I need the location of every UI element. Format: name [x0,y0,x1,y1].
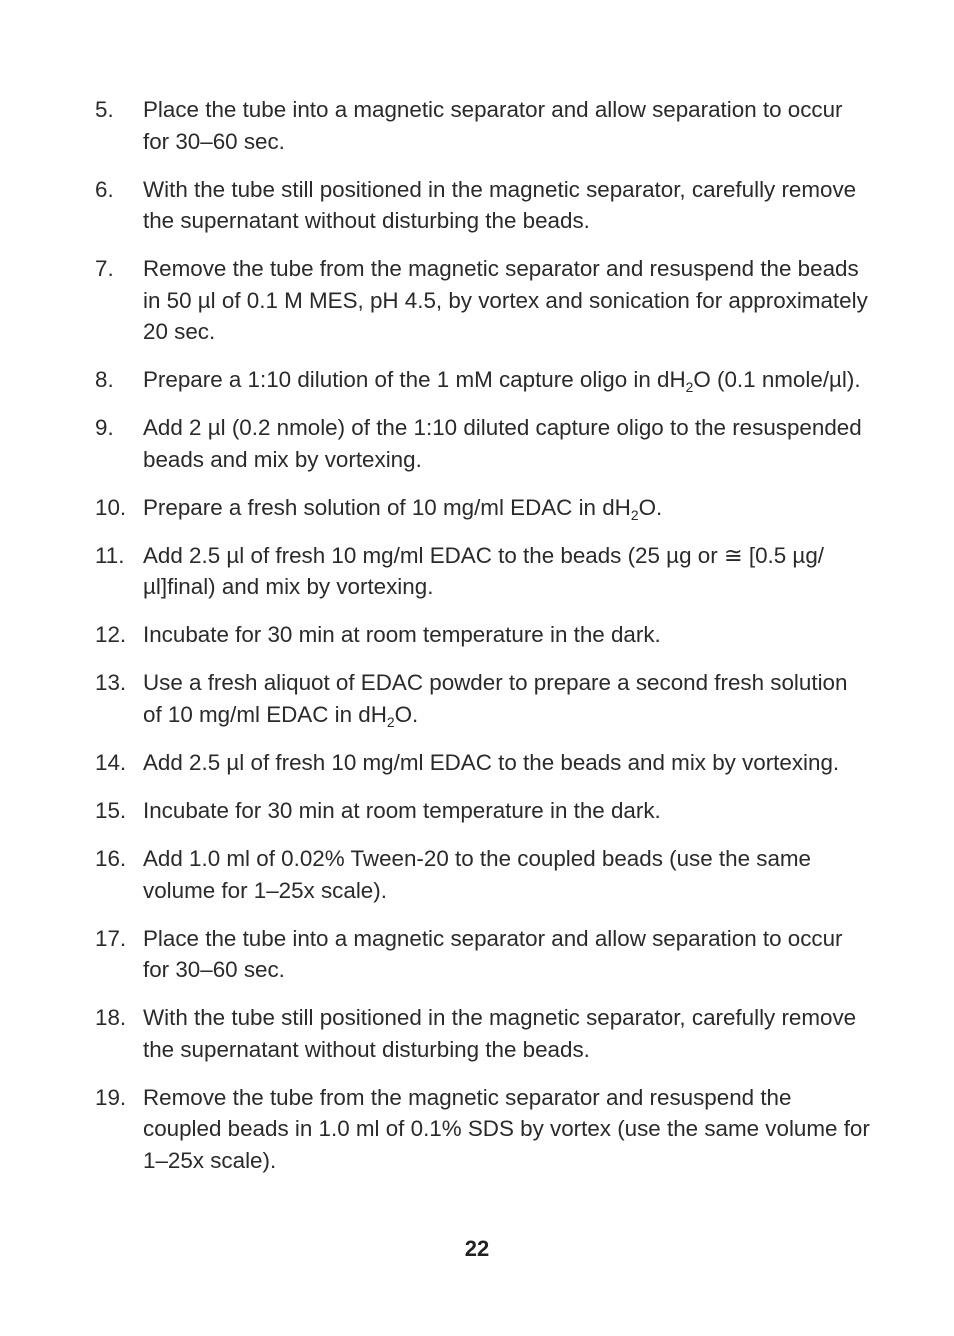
step-number: 10. [95,494,127,520]
step-text: Remove the tube from the magnetic separator and resuspend the coupled beads in 1.0 ml of 0.1% SDS by vortex (use the same volume for 1–25x scale). [143,1084,870,1173]
step-7 [95,253,870,348]
step-15 [95,795,870,827]
step-13 [95,667,870,730]
step-number: 6. [95,176,114,202]
step-number: 17. [95,925,127,951]
step-number: 5. [95,97,114,122]
step-8 [95,364,870,396]
step-9 [95,412,870,475]
step-text: Add 2.5 µl of fresh 10 mg/ml EDAC to the beads and mix by vortexing. [143,750,840,776]
step-text: Place the tube into a magnetic separator and allow separation to occur for 30–60 sec. [143,925,843,983]
step-number: 11. [95,542,125,568]
step-text: Incubate for 30 min at room temperature in the dark. [143,622,661,648]
step-14 [95,747,870,779]
step-text: With the tube still positioned in the magnetic separator, carefully remove the supernatant without disturbing the beads. [143,1005,857,1062]
step-number: 14. [95,750,127,776]
step-number: 16. [95,845,127,871]
step-18 [95,1002,870,1065]
step-number: 9. [95,415,114,441]
step-text: Prepare a fresh solution of 10 mg/ml EDAC in $dH_2O$. [143,494,663,523]
step-number: 15. [95,798,127,823]
step-number: 19. [95,1084,127,1110]
step-16 [95,843,870,906]
step-text: With the tube still positioned in the magnetic separator, carefully remove the supernatant without disturbing the beads. [143,176,857,234]
step-text: Add 2 µl (0.2 nmole) of the 1:10 diluted capture oligo to the resuspended beads and mix by vortexing. [143,415,862,472]
page-number: 22 [464,1236,490,1261]
protocol-steps-list [95,94,870,1193]
subscript: 2 [685,379,694,396]
step-text: Remove the tube from the magnetic separator and resuspend the beads in 50 µl of 0.1 M MES, pH 4.5, by vortex and sonication for approximately 20 sec. [143,256,868,345]
step-text: Use a fresh aliquot of EDAC powder to prepare a second fresh solution of 10 mg/ml EDAC in $dH_2O$. [143,670,848,730]
step-19 [95,1082,870,1177]
step-12 [95,619,870,651]
step-text: Place the tube into a magnetic separator and allow separation to occur for 30–60 sec. [143,97,843,154]
step-5 [95,94,870,157]
subscript: 2 [386,713,395,730]
step-number: 12. [95,622,127,648]
step-number: 8. [95,367,114,393]
step-number: 7. [95,256,114,282]
step-text: Incubate for 30 min at room temperature in the dark. [143,798,661,823]
step-number: 18. [95,1005,127,1031]
step-number: 13. [95,670,127,696]
step-text: Add 2.5 µl of fresh 10 mg/ml EDAC to the beads (25 µg or ≅ [0.5 µg/µl]final) and mix by vortexing. [143,542,825,600]
step-text: Prepare a 1:10 dilution of the 1 mM capture oligo in $dH_2O$ (0.1 nmole/µl). [143,367,861,396]
step-11 [95,540,870,603]
step-17 [95,923,870,986]
step-6 [95,174,870,237]
subscript: 2 [630,506,639,523]
step-10 [95,492,870,524]
step-text: Add 1.0 ml of 0.02% Tween-20 to the coupled beads (use the same volume for 1–25x scale). [143,845,812,903]
